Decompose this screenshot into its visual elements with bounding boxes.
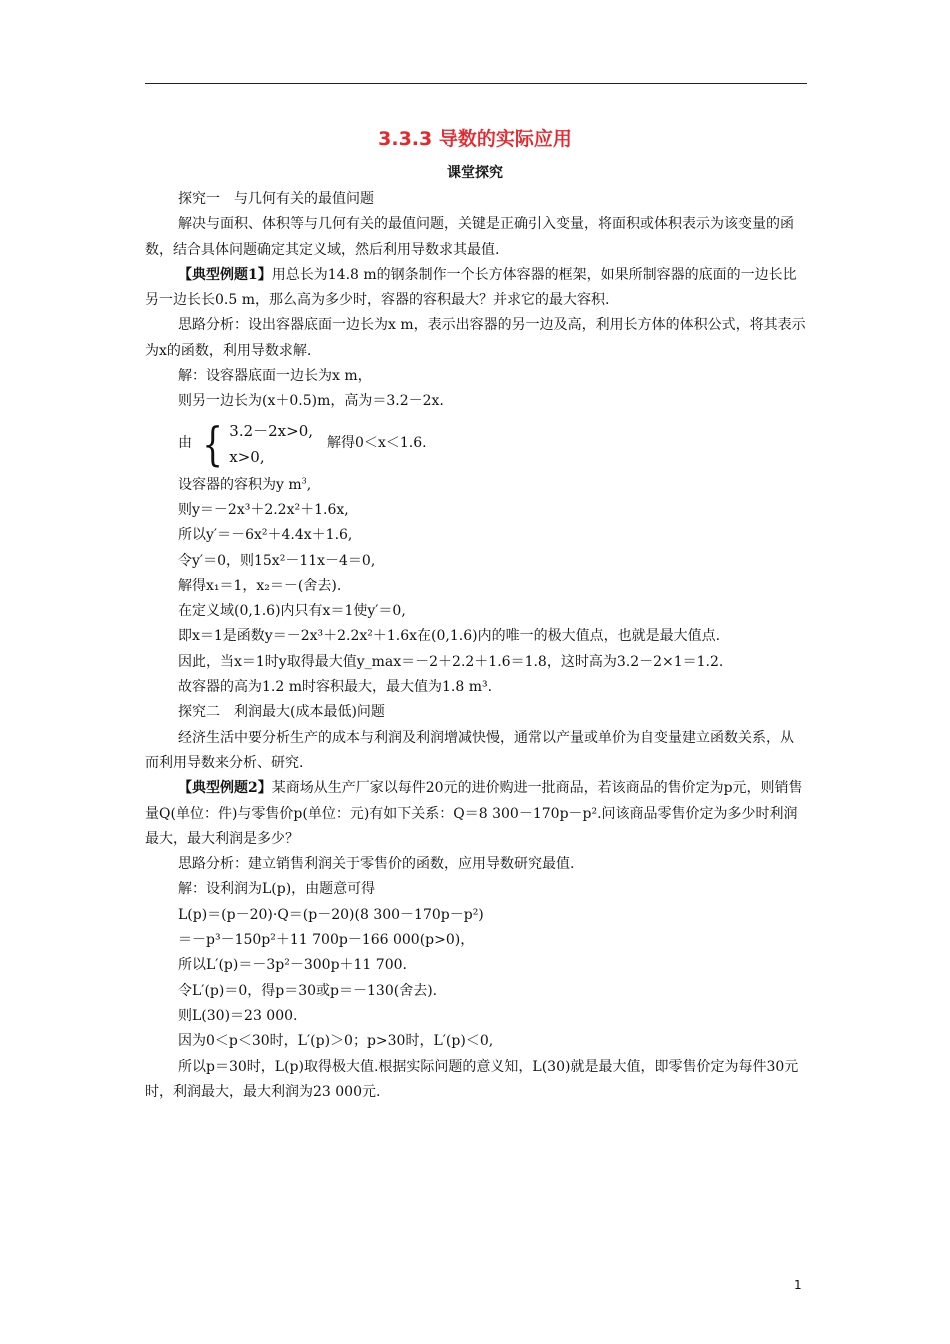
- example1-analysis: 思路分析：设出容器底面一边长为x m，表示出容器的另一边及高，利用长方体的体积公式，将其表示为x的函数，利用导数求解.: [145, 317, 806, 359]
- system-line: 3.2－2x>0,: [229, 421, 314, 440]
- example1-step: 所以y′＝－6x²＋4.4x＋1.6,: [178, 527, 353, 544]
- page-number: 1: [794, 1278, 802, 1292]
- example1-step: 故容器的高为1.2 m时容积最大，最大值为1.8 m³.: [178, 679, 493, 696]
- example1-step: 因此，当x＝1时y取得最大值y_max＝－2＋2.2＋1.6＝1.8，这时高为3.2－2×1＝1.2.: [178, 653, 724, 670]
- explore1-intro: 解决与面积、体积等与几何有关的最值问题，关键是正确引入变量，将面积或体积表示为该变量的函数，结合具体问题确定其定义域，然后利用导数求其最值.: [145, 216, 794, 258]
- system-line: x>0,: [229, 447, 265, 466]
- example1-step: 即x＝1是函数y＝－2x³＋2.2x²＋1.6x在(0,1.6)内的唯一的极大值点，也就是最大值点.: [178, 628, 721, 645]
- example1-problem: [145, 263, 807, 314]
- document-body: [145, 187, 807, 1105]
- inequality-system: [145, 415, 807, 473]
- system-suffix: 解得0＜x＜1.6.: [327, 435, 427, 452]
- example2-step: 因为0＜p＜30时，L′(p)＞0；p>30时，L′(p)＜0,: [178, 1033, 494, 1050]
- explore2-intro: 经济生活中要分析生产的成本与利润及利润增减快慢，通常以产量或单价为自变量建立函数关系，从而利用导数来分析、研究.: [145, 729, 794, 771]
- example2-problem: [145, 776, 807, 852]
- page-title: 3.3.3 导数的实际应用: [378, 128, 572, 150]
- example1-step: [145, 473, 807, 498]
- example2-step: 解：设利润为L(p)，由题意可得: [178, 881, 376, 898]
- example2-problem-text: 某商场从生产厂家以每件20元的进价购进一批商品，若该商品的售价定为p元，则销售量Q(单位：件)与零售价p(单位：元)有如下关系：Q＝8 300－170p－p².问该商品零售价定为多少时利润最大，最大利润是多少？: [145, 780, 803, 847]
- example1-step: 解得x₁＝1，x₂＝－(舍去).: [178, 577, 342, 594]
- example2-analysis: 思路分析：建立销售利润关于零售价的函数，应用导数研究最值.: [178, 856, 575, 873]
- system-lines: [229, 418, 313, 470]
- example1-step: 在定义域(0,1.6)内只有x＝1使y′＝0,: [178, 603, 406, 620]
- example1-step: 解：设容器底面一边长为x m，: [178, 368, 372, 385]
- example2-step: 所以p＝30时，L(p)取得极大值.根据实际问题的意义知，L(30)就是最大值，即零售价定为每件30元时，利润最大，最大利润为23 000元.: [145, 1058, 799, 1100]
- section-subtitle: 课堂探究: [447, 165, 503, 181]
- left-brace-icon: {: [202, 416, 223, 471]
- example2-label: 【典型例题2】: [178, 780, 272, 797]
- example1-step: 则y＝－2x³＋2.2x²＋1.6x,: [178, 501, 349, 518]
- volume-exponent: 3: [301, 476, 307, 486]
- example1-step: 则另一边长为(x＋0.5)m，高为＝3.2－2x.: [178, 393, 444, 410]
- system-prefix: 由: [178, 435, 192, 452]
- explore1-heading: 探究一 与几何有关的最值问题: [178, 191, 374, 207]
- volume-end: ,: [306, 476, 312, 493]
- example2-step: 则L(30)＝23 000.: [178, 1007, 298, 1024]
- example2-step: ＝－p³－150p²＋11 700p－166 000(p>0)，: [178, 932, 475, 949]
- example1-step: 令y′＝0，则15x²－11x－4＝0,: [178, 552, 376, 569]
- header-rule: [145, 83, 807, 84]
- example2-step: 令L′(p)＝0，得p＝30或p＝－130(舍去).: [178, 982, 438, 999]
- example2-step: L(p)＝(p－20)·Q＝(p－20)(8 300－170p－p²): [178, 906, 484, 923]
- example1-problem-text: 用总长为14.8 m的钢条制作一个长方体容器的框架，如果所制容器的底面的一边长比另一边长长0.5 m，那么高为多少时，容器的容积最大？并求它的最大容积.: [145, 266, 797, 309]
- explore2-heading: 探究二 利润最大(成本最低)问题: [178, 704, 385, 721]
- volume-text: 设容器的容积为y m: [178, 476, 302, 493]
- example1-label: 【典型例题1】: [178, 266, 272, 283]
- example2-step: 所以L′(p)＝－3p²－300p＋11 700.: [178, 957, 407, 974]
